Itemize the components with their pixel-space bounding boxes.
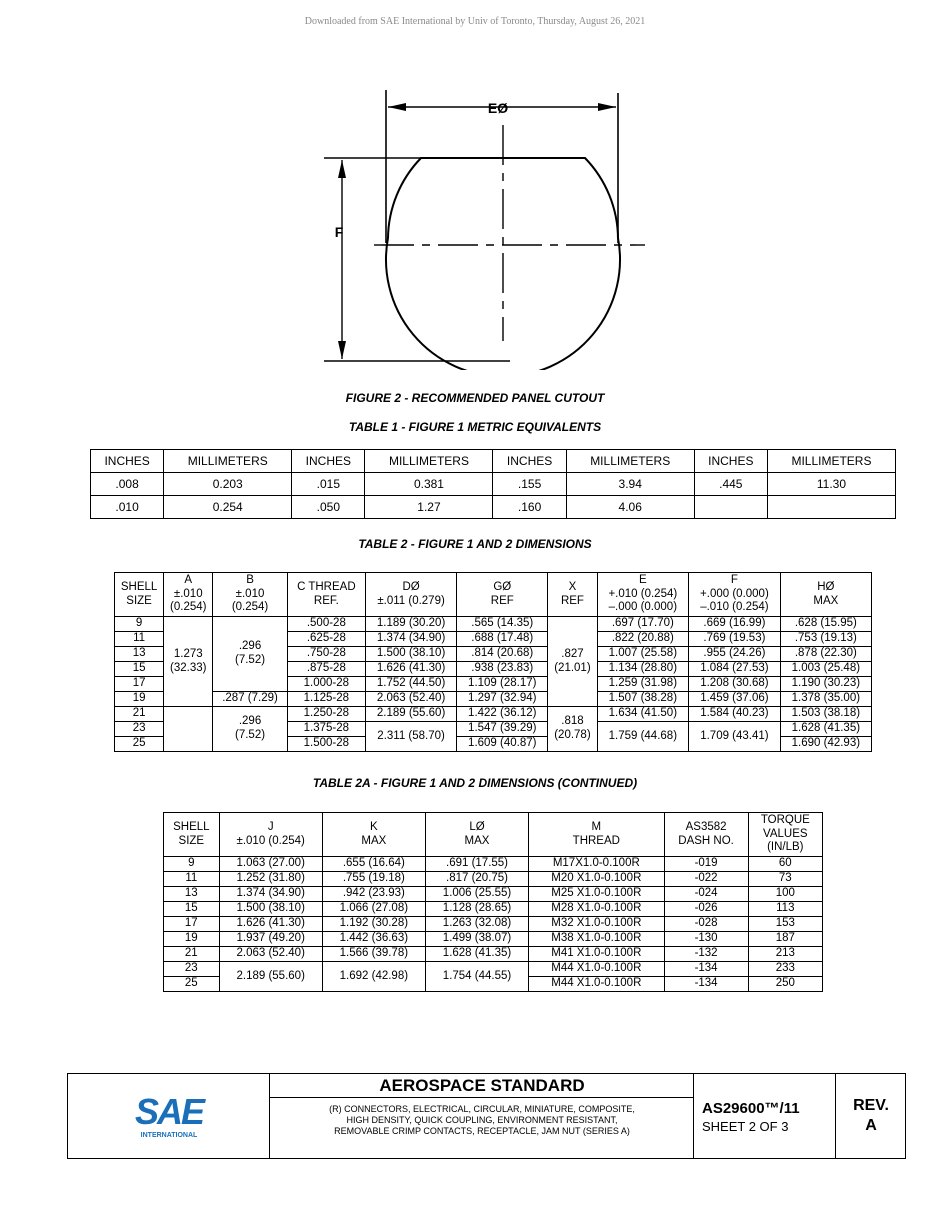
cell: 13 — [164, 887, 220, 902]
cell: 1.378 (35.00) — [780, 692, 871, 707]
header-d: DØ ±.011 (0.279) — [365, 573, 456, 617]
cell: 1.499 (38.07) — [425, 932, 528, 947]
table1-header: INCHES — [292, 450, 365, 473]
sae-logo — [68, 1074, 269, 1158]
cell: 100 — [748, 887, 822, 902]
cell: 1.263 (32.08) — [425, 917, 528, 932]
header-e: E +.010 (0.254) –.000 (0.000) — [597, 573, 689, 617]
table2 — [114, 572, 872, 752]
cell: 1.500 (38.10) — [365, 647, 456, 662]
cell: .955 (24.26) — [689, 647, 781, 662]
table-row — [115, 692, 872, 707]
cell: .938 (23.83) — [457, 662, 548, 677]
cell: .691 (17.55) — [425, 857, 528, 872]
cell: 1.128 (28.65) — [425, 902, 528, 917]
cell: .750-28 — [287, 647, 365, 662]
cell: 1.459 (37.06) — [689, 692, 781, 707]
cell: 17 — [115, 677, 164, 692]
table-row — [164, 872, 823, 887]
cell: 1.628 (41.35) — [425, 947, 528, 962]
cell: 250 — [748, 977, 822, 992]
cell: 1.259 (31.98) — [597, 677, 689, 692]
cell: 19 — [115, 692, 164, 707]
cell: .500-28 — [287, 617, 365, 632]
cell: 1.208 (30.68) — [689, 677, 781, 692]
cell: -028 — [664, 917, 748, 932]
cell: 9 — [164, 857, 220, 872]
table2a-header-row — [164, 813, 823, 857]
cell: 1.000-28 — [287, 677, 365, 692]
table1-header: INCHES — [694, 450, 767, 473]
cell: 1.507 (38.28) — [597, 692, 689, 707]
cell-l-merged: 1.754 (44.55) — [425, 962, 528, 992]
arrow-f-bottom — [338, 341, 346, 359]
cell: M44 X1.0-0.100R — [529, 962, 664, 977]
cell: 187 — [748, 932, 822, 947]
cell: -026 — [664, 902, 748, 917]
document-number: AS29600™/11 — [702, 1100, 800, 1117]
table1-cell: .010 — [91, 496, 164, 519]
cell: 1.006 (25.55) — [425, 887, 528, 902]
header-shell-size: SHELL SIZE — [164, 813, 220, 857]
table1-header: MILLIMETERS — [767, 450, 895, 473]
cell: 1.626 (41.30) — [219, 917, 322, 932]
cell: 21 — [115, 707, 164, 722]
cell-b-group2: .296 (7.52) — [213, 707, 287, 752]
sheet-number: SHEET 2 OF 3 — [702, 1119, 789, 1134]
table1-header: MILLIMETERS — [164, 450, 292, 473]
cell: .822 (20.88) — [597, 632, 689, 647]
cell: 17 — [164, 917, 220, 932]
cell: 73 — [748, 872, 822, 887]
cell: 1.063 (27.00) — [219, 857, 322, 872]
header-j: J ±.010 (0.254) — [219, 813, 322, 857]
table-row — [115, 707, 872, 722]
table-row — [164, 947, 823, 962]
cell: -022 — [664, 872, 748, 887]
panel-cutout-figure — [320, 85, 650, 370]
table1-header: MILLIMETERS — [365, 450, 493, 473]
cell: 1.189 (30.20) — [365, 617, 456, 632]
cell: 1.125-28 — [287, 692, 365, 707]
cell-d-merged: 2.311 (58.70) — [365, 722, 456, 752]
cell: 1.609 (40.87) — [457, 737, 548, 752]
dim-f-label: F — [334, 224, 344, 240]
cell: 1.250-28 — [287, 707, 365, 722]
cell: 15 — [115, 662, 164, 677]
table2-header-row — [115, 573, 872, 617]
table1-cell: .155 — [493, 473, 566, 496]
table-row — [164, 962, 823, 977]
cell: M44 X1.0-0.100R — [529, 977, 664, 992]
cell: .669 (16.99) — [689, 617, 781, 632]
cell: 19 — [164, 932, 220, 947]
table1-cell: .160 — [493, 496, 566, 519]
cell: 1.109 (28.17) — [457, 677, 548, 692]
header-h: HØ MAX — [780, 573, 871, 617]
table1-cell: 1.27 — [365, 496, 493, 519]
cell: 25 — [164, 977, 220, 992]
table1-header-row — [91, 450, 896, 473]
cell: .628 (15.95) — [780, 617, 871, 632]
cell: .655 (16.64) — [322, 857, 425, 872]
cell: .565 (14.35) — [457, 617, 548, 632]
cell: 2.063 (52.40) — [365, 692, 456, 707]
cell-a-blank — [164, 707, 213, 752]
cell: 1.752 (44.50) — [365, 677, 456, 692]
cell: 1.500 (38.10) — [219, 902, 322, 917]
cell: 1.422 (36.12) — [457, 707, 548, 722]
cell: 1.690 (42.93) — [780, 737, 871, 752]
cell: -024 — [664, 887, 748, 902]
arrow-f-top — [338, 160, 346, 178]
table-row — [91, 496, 896, 519]
cell-k-merged: 1.692 (42.98) — [322, 962, 425, 992]
cell: 60 — [748, 857, 822, 872]
cell: 1.374 (34.90) — [365, 632, 456, 647]
cell: 23 — [164, 962, 220, 977]
table-row — [164, 902, 823, 917]
table1-cell: .445 — [694, 473, 767, 496]
cell: 13 — [115, 647, 164, 662]
table-row — [164, 857, 823, 872]
svg-text:INTERNATIONAL: INTERNATIONAL — [140, 1132, 198, 1139]
table1-cell: 0.203 — [164, 473, 292, 496]
cell: 1.626 (41.30) — [365, 662, 456, 677]
cell: 11 — [164, 872, 220, 887]
header-g: GØ REF — [457, 573, 548, 617]
cell: 1.566 (39.78) — [322, 947, 425, 962]
cell: -019 — [664, 857, 748, 872]
table2a-caption: TABLE 2A - FIGURE 1 AND 2 DIMENSIONS (CONTINUED) — [312, 776, 638, 790]
standard-title: AEROSPACE STANDARD — [270, 1074, 694, 1098]
cell: 1.500-28 — [287, 737, 365, 752]
table1-cell: .015 — [292, 473, 365, 496]
arrow-e-left — [388, 103, 406, 111]
title-block — [67, 1073, 906, 1159]
cell: 1.584 (40.23) — [689, 707, 781, 722]
header-shell-size: SHELL SIZE — [115, 573, 164, 617]
cell: .817 (20.75) — [425, 872, 528, 887]
header-x: X REF — [548, 573, 597, 617]
cell: .875-28 — [287, 662, 365, 677]
cell: .688 (17.48) — [457, 632, 548, 647]
cell: 1.937 (49.20) — [219, 932, 322, 947]
table1-caption: TABLE 1 - FIGURE 1 METRIC EQUIVALENTS — [348, 420, 602, 434]
table-row — [164, 917, 823, 932]
cell: M41 X1.0-0.100R — [529, 947, 664, 962]
cell: 11 — [115, 632, 164, 647]
cell: .697 (17.70) — [597, 617, 689, 632]
cell: .769 (19.53) — [689, 632, 781, 647]
cell: 23 — [115, 722, 164, 737]
cell-x-group2: .818 (20.78) — [548, 707, 597, 752]
cell: .625-28 — [287, 632, 365, 647]
cell: 1.190 (30.23) — [780, 677, 871, 692]
table1-cell: 11.30 — [767, 473, 895, 496]
header-dash-no: AS3582 DASH NO. — [664, 813, 748, 857]
cell: 153 — [748, 917, 822, 932]
table1-header: INCHES — [91, 450, 164, 473]
cell: 1.634 (41.50) — [597, 707, 689, 722]
cell: 113 — [748, 902, 822, 917]
cell-b-19: .287 (7.29) — [213, 692, 287, 707]
cell: 1.003 (25.48) — [780, 662, 871, 677]
cell: 2.063 (52.40) — [219, 947, 322, 962]
svg-text:SAE: SAE — [134, 1091, 204, 1132]
cell: 1.134 (28.80) — [597, 662, 689, 677]
cell: -134 — [664, 977, 748, 992]
header-k: K MAX — [322, 813, 425, 857]
cell: 213 — [748, 947, 822, 962]
header-f: F +.000 (0.000) –.010 (0.254) — [689, 573, 781, 617]
cell-b-group1: .296 (7.52) — [213, 617, 287, 692]
cell: 9 — [115, 617, 164, 632]
table2a — [163, 812, 823, 992]
dim-e-label: EØ — [487, 100, 509, 116]
table-row — [164, 887, 823, 902]
cell-x-group1: .827 (21.01) — [548, 617, 597, 707]
download-note: Downloaded from SAE International by Univ of Toronto, Thursday, August 26, 2021 — [304, 16, 646, 27]
cell: 1.084 (27.53) — [689, 662, 781, 677]
cell-e-merged: 1.759 (44.68) — [597, 722, 689, 752]
table1-cell: .008 — [91, 473, 164, 496]
cell: 1.628 (41.35) — [780, 722, 871, 737]
cell: 1.547 (39.29) — [457, 722, 548, 737]
header-m-thread: M THREAD — [529, 813, 664, 857]
cell: .753 (19.13) — [780, 632, 871, 647]
cell-f-merged: 1.709 (43.41) — [689, 722, 781, 752]
cell: M38 X1.0-0.100R — [529, 932, 664, 947]
cell: 1.503 (38.18) — [780, 707, 871, 722]
arrow-e-right — [598, 103, 616, 111]
table1-cell: 3.94 — [566, 473, 694, 496]
cell: 1.192 (30.28) — [322, 917, 425, 932]
logo-cell — [68, 1074, 270, 1158]
table1-cell: .050 — [292, 496, 365, 519]
cell: 15 — [164, 902, 220, 917]
cell: 21 — [164, 947, 220, 962]
document-description: (R) CONNECTORS, ELECTRICAL, CIRCULAR, MINIATURE, COMPOSITE, HIGH DENSITY, QUICK COUPLING, ENVIRONMENT RESISTANT, REMOVABLE CRIMP CONTACTS, RECEPTACLE, JAM NUT (SERIES A) — [329, 1104, 635, 1136]
cell: 233 — [748, 962, 822, 977]
table1-cell: 0.254 — [164, 496, 292, 519]
cell: -130 — [664, 932, 748, 947]
table1-cell — [767, 496, 895, 519]
cell: 1.297 (32.94) — [457, 692, 548, 707]
cell: M32 X1.0-0.100R — [529, 917, 664, 932]
cell: 1.007 (25.58) — [597, 647, 689, 662]
cell: 1.066 (27.08) — [322, 902, 425, 917]
header-l: LØ MAX — [425, 813, 528, 857]
table1 — [90, 449, 896, 519]
cell: 1.442 (36.63) — [322, 932, 425, 947]
cell: M20 X1.0-0.100R — [529, 872, 664, 887]
cell: 1.252 (31.80) — [219, 872, 322, 887]
header-torque: TORQUE VALUES (IN/LB) — [748, 813, 822, 857]
table-row — [115, 617, 872, 632]
table1-cell: 0.381 — [365, 473, 493, 496]
cell: 1.374 (34.90) — [219, 887, 322, 902]
table1-header: INCHES — [493, 450, 566, 473]
header-b: B ±.010 (0.254) — [213, 573, 287, 617]
table1-header: MILLIMETERS — [566, 450, 694, 473]
cell: M17X1.0-0.100R — [529, 857, 664, 872]
table1-cell: 4.06 — [566, 496, 694, 519]
cell: .755 (19.18) — [322, 872, 425, 887]
cell: -132 — [664, 947, 748, 962]
cell: 2.189 (55.60) — [365, 707, 456, 722]
cell: M25 X1.0-0.100R — [529, 887, 664, 902]
cell: 1.375-28 — [287, 722, 365, 737]
cell: M28 X1.0-0.100R — [529, 902, 664, 917]
cell: .878 (22.30) — [780, 647, 871, 662]
cell: .942 (23.93) — [322, 887, 425, 902]
cell: 25 — [115, 737, 164, 752]
header-c-thread: C THREAD REF. — [287, 573, 365, 617]
cell-j-merged: 2.189 (55.60) — [219, 962, 322, 992]
table-row — [91, 473, 896, 496]
table2-caption: TABLE 2 - FIGURE 1 AND 2 DIMENSIONS — [358, 537, 592, 551]
cell-a-merged: 1.273 (32.33) — [164, 617, 213, 707]
figure-caption: FIGURE 2 - RECOMMENDED PANEL CUTOUT — [345, 391, 605, 405]
table-row — [164, 932, 823, 947]
header-a: A ±.010 (0.254) — [164, 573, 213, 617]
cell: .814 (20.68) — [457, 647, 548, 662]
table1-cell — [694, 496, 767, 519]
cell: -134 — [664, 962, 748, 977]
revision: REV. A — [853, 1097, 889, 1134]
